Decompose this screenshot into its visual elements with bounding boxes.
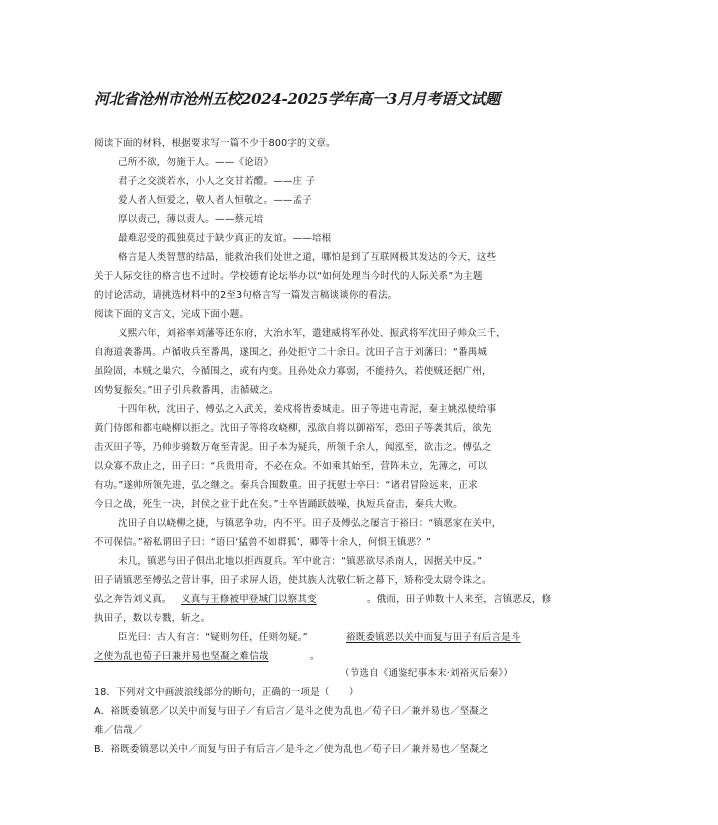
page-title: 河北省沧州市沧州五校2024-2025学年高一3月月考语文试题 — [94, 90, 500, 108]
underlined-text-segment: 裕既委镇恶以关中而复与田子有后言是斗 — [346, 632, 521, 643]
text-line: 击灭田子等，乃帅步骑数万奄至青泥。田子本为疑兵，所领千余人，闻泓至，欲击之。傅弘之 — [94, 442, 492, 453]
text-line: 的讨论活动，请挑选材料中的2至3句格言写一篇发言稿谈谈你的看法。 — [94, 290, 398, 301]
text-line: 。 — [310, 651, 320, 662]
text-line: 阅读下面的文言文，完成下面小题。 — [94, 309, 250, 320]
text-line: 。俄而，田子帅数十人来至，言镇恶反，修 — [367, 594, 552, 605]
text-line: 最难忍受的孤独莫过于缺少真正的友谊。——培根 — [118, 233, 332, 244]
text-line: 难／信哉／ — [94, 725, 143, 736]
text-line: 不可保信。”裕私谓田子曰：“语曰‘猛兽不如群狐’，卿等十余人，何惧王镇恶？” — [94, 537, 432, 548]
text-line: 虽险固，本贼之巢穴，今循围之，或有内变。且孙处众力寡弱，不能持久，若使贼还据广州， — [94, 366, 492, 377]
text-line: 今日之战，死生一决，封侯之业于此在矣。”士卒皆踊跃鼓噪，执短兵奋击，秦兵大败。 — [94, 499, 463, 510]
text-line: 弘之奔告刘义真。 — [94, 594, 172, 605]
text-line: 未几，镇恶与田子俱出北地以拒西夏兵。军中讹言：“镇恶欲尽杀南人，因据关中反。” — [118, 556, 483, 567]
text-line: 田子请镇恶至傅弘之营计事，田子求屏人语，使其族人沈敬仁斩之幕下，矫称受太尉令诛之。 — [94, 575, 492, 586]
underlined-text-segment: 之使为乱也荀子曰兼并易也坚凝之难信哉 — [94, 651, 269, 662]
text-line: 关于人际交往的格言也不过时。学校德育论坛举办以“如何处理当今时代的人际关系”为主题 — [94, 271, 483, 282]
text-line: （节选自《通鉴纪事本末·刘裕灭后秦》） — [340, 668, 514, 679]
text-line: 凶势复振矣。”田子引兵救番禺，击循破之。 — [94, 385, 279, 396]
text-line: 臣光曰：古人有言：“疑则勿任，任则勿疑。” — [118, 632, 308, 643]
text-line: 厚以责己，薄以责人。——蔡元培 — [118, 214, 264, 225]
text-line: B．裕既委镇恶以关中／而复与田子有后言／是斗之／使为乱也／荀子曰／兼并易也／坚凝之 — [94, 744, 489, 755]
text-line: 执田子，数以专戮，斩之。 — [94, 613, 211, 624]
text-line: 自海道袭番禺。卢循收兵至番禺，遂围之，孙处拒守二十余日。沈田子言于刘藩曰：“番禺城 — [94, 347, 488, 358]
text-line: 爱人者人恒爱之，敬人者人恒敬之。——孟子 — [118, 195, 313, 206]
text-line: 己所不欲，勿施于人。——《论语》 — [118, 157, 274, 168]
text-line: 18．下列对文中画波浪线部分的断句，正确的一项是（ ） — [94, 687, 359, 698]
underlined-text-segment: 义真与王修被甲登城门以察其变 — [181, 594, 317, 605]
text-line: 阅读下面的材料，根据要求写一篇不少于800字的文章。 — [94, 138, 336, 149]
text-line: 十四年秋，沈田子、傅弘之入武关，姜戍将皆委城走。田子等进屯青泥，秦主姚泓使给事 — [118, 404, 497, 415]
text-line: 格言是人类智慧的结晶，能救治我们处世之道，哪怕是到了互联网极其发达的今天，这些 — [118, 252, 497, 263]
text-line: 以众寡不敌止之，田子曰：“兵贵用奇，不必在众。不如乘其始至，营阵未立，先薄之，可以 — [94, 461, 488, 472]
text-line: 黄门侍郎和都屯峣柳以拒之。沈田子等将攻峣柳，泓欲自将以御裕军，恐田子等袭其后，欲先 — [94, 423, 492, 434]
text-line: 君子之交淡若水，小人之交甘若醴。——庄 子 — [118, 176, 316, 187]
text-line: 义熙六年，刘裕率刘藩等还东府，大治水军，遣建威将军孙处、振武将军沈田子帅众三千， — [118, 328, 507, 339]
text-line: 沈田子自以峣柳之捷，与镇恶争功，内不平。田子及傅弘之屡言于裕曰：“镇恶家在关中， — [118, 518, 502, 529]
text-line: A．裕既委镇恶／以关中而复与田子／有后言／是斗之使为乱也／荀子曰／兼并易也／坚凝之 — [94, 706, 489, 717]
text-line: 有功。”遂帅所领先进，弘之继之。秦兵合围数重。田子抚慰士卒曰：“诸君冒险远来，正求 — [94, 480, 478, 491]
